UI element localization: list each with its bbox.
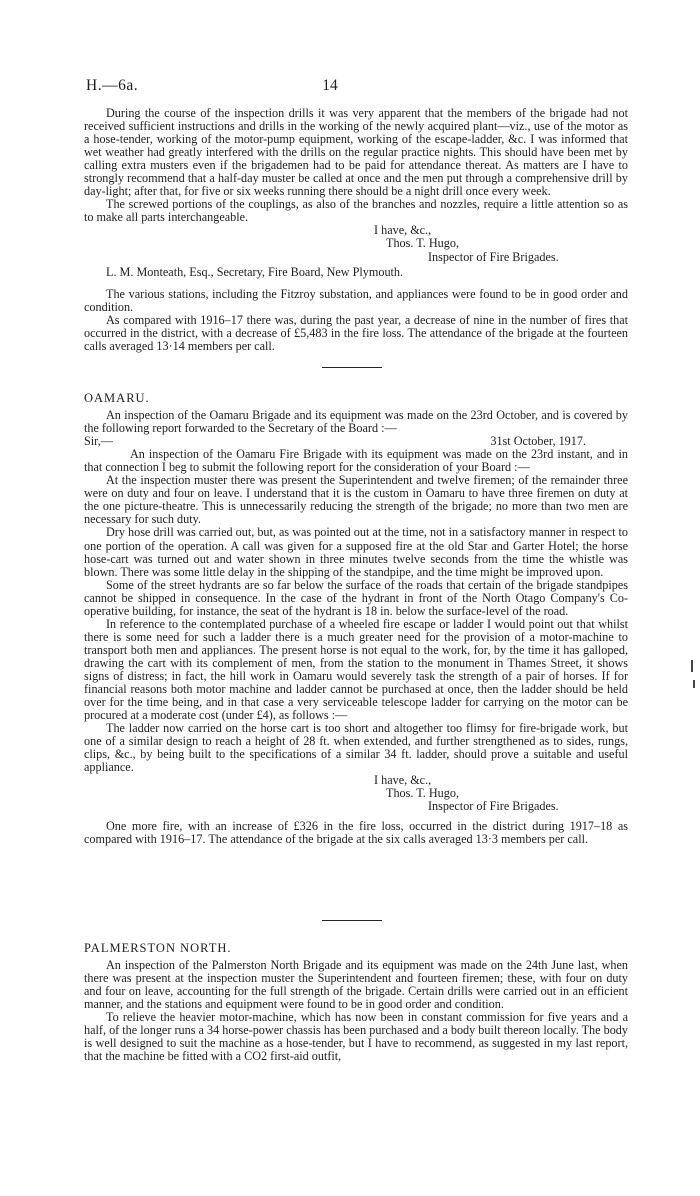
signoff-closing: I have, &c.,	[374, 223, 432, 238]
paragraph: An inspection of the Oamaru Brigade and its equipment was made on the 23rd October, and is covered by the following report forwarded to the Secretary of the Board :—	[84, 408, 628, 436]
oamaru-section	[84, 392, 628, 846]
intro-block	[84, 107, 628, 353]
paragraph: Dry hose drill was carried out, but, as was pointed out at the time, not in a satisfactory manner in respect to one portion of the operation. A call was given for a supposed fire at the old Star and Garter Hotel; the horse hose-cart was turned out and water shown in three minutes twelve seconds from the time the whistle was blown. There was some little delay in the shipping of the standpipe, and the time might be improved upon.	[84, 525, 628, 579]
salutation: Sir,—	[84, 434, 113, 449]
signoff-name: Thos. T. Hugo,	[386, 786, 460, 801]
paragraph: In reference to the contemplated purchase of a wheeled fire escape or ladder I would point out that whilst there is some need for such a ladder there is a much greater need for the provision of a motor-machine to transport both men and appliances. The present horse is not equal to the work, for, by the time it has galloped, drawing the cart with its complement of men, from the station to the monument in Thames Street, it shows signs of distress; in fact, the hill work in Oamaru would severely task the strength of a pair of horses. If for financial reasons both motor machine and ladder cannot be purchased at once, then the ladder should be held over for the time being, and in that case a very serviceable telescope ladder for carrying on the motor can be procured at a moderate cost (under £4), as follows :—	[84, 616, 628, 723]
margin-mark	[693, 680, 695, 688]
paragraph: As compared with 1916–17 there was, during the past year, a decrease of nine in the number of fires that occurred in the district, with a decrease of £5,483 in the fire loss. The attendance of the brigade at the fourteen calls averaged 13·14 members per call.	[84, 312, 628, 353]
section-divider	[322, 920, 382, 921]
section-heading-oamaru: OAMARU.	[84, 391, 150, 405]
paragraph: To relieve the heavier motor-machine, which has now been in constant commission for five years and a half, of the longer runs a 34 horse-power chassis has been purchased and a body built thereon locally. The body is well designed to suit the machine as a hose-tender, but I have to recommend, as suggested in my last report, that the machine be fitted with a CO2 first-aid outfit,	[84, 1010, 628, 1064]
paragraph: An inspection of the Palmerston North Brigade and its equipment was made on the 24th June last, when there was present at the inspection muster the Superintendent and fourteen firemen; these, with four on duty and four on leave, accounting for the full strength of the brigade. Certain drills were carried out in an efficient manner, and the stations and equipment were found to be in good order and condition.	[84, 958, 628, 1012]
section-divider	[322, 367, 382, 368]
paragraph: The ladder now carried on the horse cart is too short and altogether too flimsy for fire-brigade work, but one of a similar design to reach a height of 28 ft. when extended, and further strengthened as to sides, rungs, clips, &c., by being built to the specifications of a similar 34 ft. ladder, should prove a suitable and useful appliance.	[84, 721, 628, 775]
paragraph: At the inspection muster there was present the Superintendent and twelve firemen; of the remainder three were on duty and four on leave. I understand that it is the custom in Oamaru to have three firemen on duty at the one picture-theatre. This is unnecessarily reducing the strength of the brigade; no more than two men are necessary for such duty.	[84, 473, 628, 527]
paragraph: One more fire, with an increase of £326 in the fire loss, occurred in the district during 1917–18 as compared with 1916–17. The attendance of the brigade at the six calls averaged 13·3 members per call.	[84, 818, 628, 846]
margin-mark	[691, 660, 693, 672]
paragraph: During the course of the inspection drills it was very apparent that the members of the brigade had not received sufficient instructions and drills in the working of the newly acquired plant—viz., use of the motor as a hose-tender, working of the motor-pump equipment, working of the escape-ladder, &c. I was informed that wet weather had greatly interfered with the drills on the regular practice nights. This should have been met by calling extra musters even if the brigademen had to be paid for attendance thereat. As matters are I have to strongly recommend that a half-day muster be called at once and the men put through a comprehensive drill by day-light; after that, for five or six weeks running there should be a night drill once every week.	[84, 106, 628, 199]
paragraph: An inspection of the Oamaru Fire Brigade with its equipment was made on the 23rd instant, and in that connection I beg to submit the following report for the consideration of your Board :—	[84, 447, 628, 475]
signoff-title: Inspector of Fire Brigades.	[428, 249, 559, 264]
signoff-title: Inspector of Fire Brigades.	[428, 799, 559, 814]
page-number: 14	[322, 77, 338, 94]
signoff-name: Thos. T. Hugo,	[386, 236, 460, 251]
signoff-closing: I have, &c.,	[374, 773, 432, 788]
paragraph: Some of the street hydrants are so far below the surface of the roads that certain of the brigade standpipes cannot be shipped in consequence. In the case of the hydrant in front of the North Otago Company's Co-operative building, for instance, the seat of the hydrant is 18 in. below the surface-level of the road.	[84, 577, 628, 618]
paragraph: The screwed portions of the couplings, as also of the branches and nozzles, require a little attention so as to make all parts interchangeable.	[84, 197, 628, 225]
section-heading-palmerston-north: PALMERSTON NORTH.	[84, 941, 232, 955]
palmerston-section	[84, 942, 628, 1063]
paragraph: The various stations, including the Fitzroy substation, and appliances were found to be in good order and condition.	[84, 286, 628, 314]
document-reference: H.—6a.	[86, 77, 139, 94]
letter-date: 31st October, 1917.	[490, 434, 586, 449]
addressee: L. M. Monteath, Esq., Secretary, Fire Board, New Plymouth.	[106, 264, 404, 279]
